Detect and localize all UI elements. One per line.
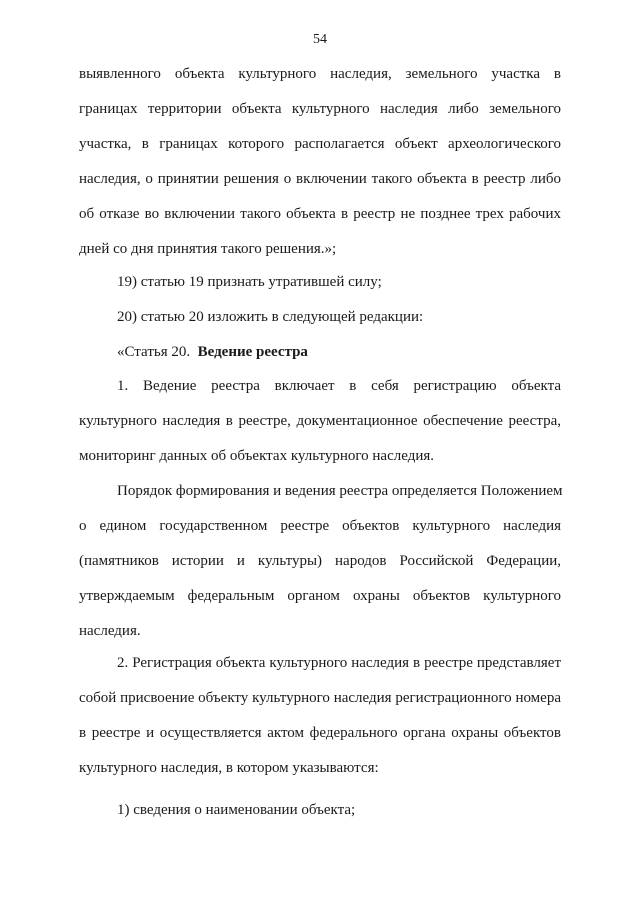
article-prefix: «Статья 20.	[117, 344, 191, 360]
text-line: мониторинг данных об объектах культурного наследия.	[79, 448, 435, 464]
text-line: культурного наследия, в котором указываются:	[79, 760, 379, 776]
list-item-20	[79, 305, 561, 329]
text-line: об отказе во включении такого объекта в реестр не позднее трех рабочих	[79, 206, 561, 222]
text-line: 19) статью 19 признать утратившей силу;	[117, 274, 382, 290]
text-line: дней со дня принятия такого решения.»;	[79, 241, 337, 257]
clause-1	[79, 374, 561, 468]
text-line: выявленного объекта культурного наследия, земельного участка в	[79, 66, 561, 82]
text-line: 1. Ведение реестра включает в себя регистрацию объекта	[117, 378, 561, 394]
text-line: утверждаемым федеральным органом охраны объектов культурного	[79, 588, 561, 604]
sub-item-1	[79, 798, 561, 822]
text-line: 2. Регистрация объекта культурного наследия в реестре представляет	[117, 655, 561, 671]
text-line: участка, в границах которого располагается объект археологического	[79, 136, 561, 152]
text-line: границах территории объекта культурного наследия либо земельного	[79, 101, 561, 117]
text-line: наследия.	[79, 623, 141, 639]
text-line: Порядок формирования и ведения реестра определяется Положением	[117, 483, 563, 499]
text-line: собой присвоение объекту культурного наследия регистрационного номера	[79, 690, 561, 706]
text-line: 20) статью 20 изложить в следующей редакции:	[117, 309, 424, 325]
text-line: в реестре и осуществляется актом федерального органа охраны объектов	[79, 725, 561, 741]
text-line: 1) сведения о наименовании объекта;	[117, 802, 356, 818]
text-line: (памятников истории и культуры) народов Российской Федерации,	[79, 553, 561, 569]
register-procedure-paragraph	[79, 479, 561, 643]
text-line: наследия, о принятии решения о включении такого объекта в реестр либо	[79, 171, 561, 187]
article-heading	[79, 340, 561, 364]
paragraph-continuation	[79, 62, 561, 261]
article-heading-line	[79, 340, 561, 364]
article-title: Ведение реестра	[197, 344, 308, 360]
text-line: культурного наследия в реестре, документационное обеспечение реестра,	[79, 413, 561, 429]
text-line: о едином государственном реестре объектов культурного наследия	[79, 518, 561, 534]
page-number: 54	[313, 32, 327, 47]
clause-2	[79, 651, 561, 780]
list-item-19	[79, 270, 561, 294]
